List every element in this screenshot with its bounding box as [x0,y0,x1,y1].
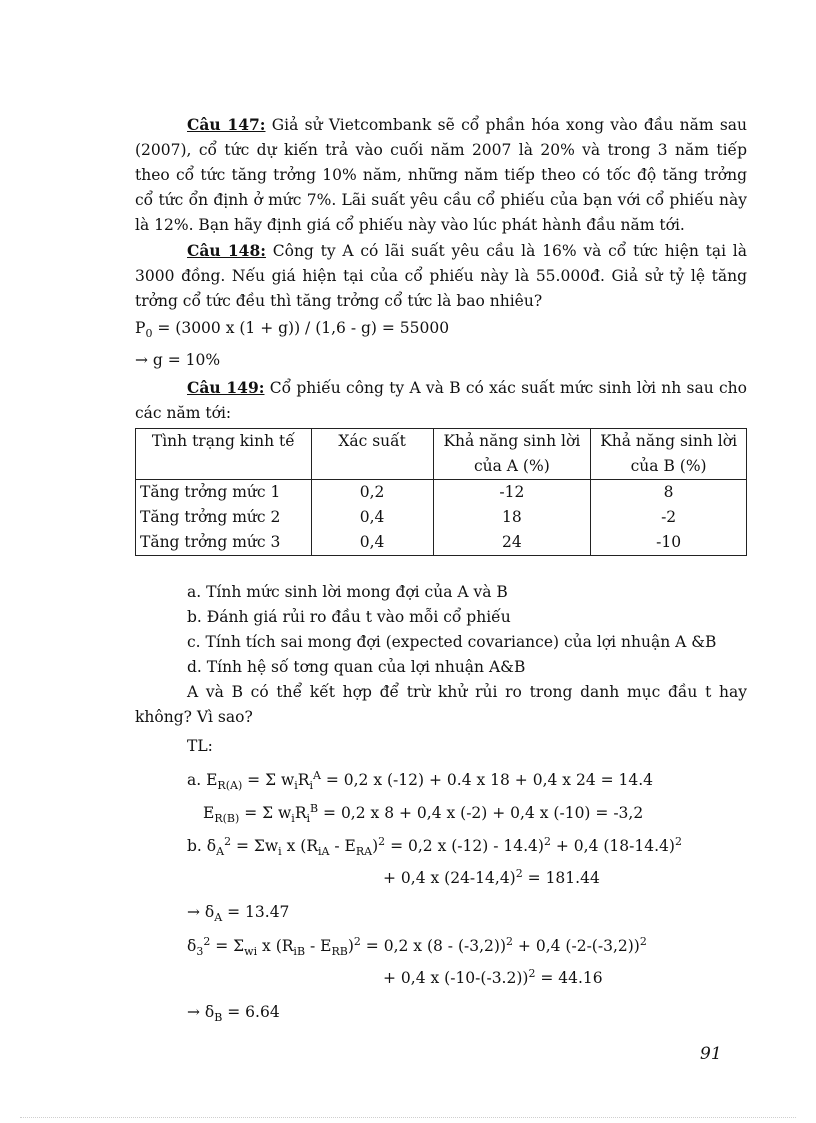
variance-b-line2: + 0,4 x $(-10-(-3.2))^2 = 44.16$ [383,967,603,987]
expected-return-a: a. $E_{R(A)} = \Sigma$ $w_iR_i^A = 0,2$ x (-12) + 0.4 x 18 + 0,4 x 24 = 14.4 [187,769,654,792]
formula-p0: $P_0 = (3000$ x (1 + g)) / (1,6 - g) = 55000 [135,319,450,340]
question-text: Công ty A có lãi suất yêu cầu là 16% và cổ tức hiện tại là 3000 đồng. Nếu giá hiện tại của cổ phiếu này là 55.000đ. Giả sử tỷ lệ tăng trởng cổ tức đều thì tăng trởng cổ tức là bao nhiêu? [135,242,748,310]
page-bottom-divider [20,1117,796,1118]
question-147 [135,112,747,238]
table-cell: -12 [433,480,591,506]
page-content [135,112,747,1026]
expected-return-b: $E_{R(B)} = \Sigma$ $w_iR_i^B = 0,2$ x 8 + 0,4 x (-2) + 0,4 x (-10) = -3,2 [203,802,644,825]
question-149 [135,375,747,426]
table-cell: 18 [433,505,591,530]
task-list [135,580,747,680]
list-item: a. Tính mức sinh lời mong đợi của A và B [187,583,508,601]
question-148 [135,238,747,314]
question-text: Cổ phiếu công ty A và B có xác suất mức sinh lời nh sau cho các năm tới: [135,379,747,422]
table-cell: -2 [591,505,747,530]
list-item: b. Đánh giá rủi ro đầu t vào mỗi cổ phiếu [187,608,511,626]
variance-a-line2: + 0,4 x $(24-14,4)^2 = 181.44$ [383,867,600,887]
table-header-row [136,429,747,480]
table-cell: 0,4 [311,530,433,556]
question-label: Câu 148: [187,241,266,260]
table-cell: 8 [591,480,747,506]
std-dev-b: → $\delta_B = 6.64$ [187,1003,280,1024]
list-item: d. Tính hệ số tơng quan của lợi nhuận A&B [187,658,526,676]
std-dev-a: → $\delta_A = 13.47$ [187,903,290,924]
list-item: c. Tính tích sai mong đợi (expected covariance) của lợi nhuận A &B [187,633,717,651]
table-cell: 0,4 [311,505,433,530]
question-label: Câu 149: [187,378,265,397]
table-cell: 0,2 [311,480,433,506]
question-combination: A và B có thể kết hợp để trừ khử rủi ro trong danh mục đầu t hay không? Vì sao? [135,683,747,726]
variance-a-line1: b. $\delta_A^2 = \Sigma w_i$ x $(R_{iA} - E_{RA})^2 = 0,2$ x (-12) - 14.4)$^2$ + 0,4 $(18-14.4)^2$ [187,835,682,858]
question-text: Giả sử Vietcombank sẽ cổ phần hóa xong vào đầu năm sau (2007), cổ tức dự kiến trả vào cuối năm 2007 là 20% và trong 3 năm tiếp theo cổ tức tăng trởng 10% năm, những năm tiếp theo có tốc độ tăng trởng cổ tức ổn định ở mức 7%. Lãi suất yêu cầu cổ phiếu của bạn với cổ phiếu này là 12%. Bạn hãy định giá cổ phiếu này vào lúc phát hành đầu năm tới. [135,116,747,234]
table-cell: -10 [591,530,747,556]
page-number: 91 [700,1044,722,1064]
table-row [136,530,747,556]
result-g: → g = 10% [135,351,221,369]
table-cell: Tăng trởng mức 2 [136,505,312,530]
table-cell: Tăng trởng mức 1 [136,480,312,506]
header-cell: Khả năng sinh lời của A (%) [433,429,591,480]
header-cell: Tình trạng kinh tế [136,429,312,480]
answer-label: TL: [187,737,213,755]
table-row [136,480,747,506]
header-cell: Khả năng sinh lời của B (%) [591,429,747,480]
returns-table [135,428,747,556]
variance-b-line1: $\delta_3^2 = \Sigma_{wi}$ x $(R_{iB} - E_{RB})^2 = 0,2$ x (8 - (-3,2))$^2$ + 0,4 $(-2-(-3,2))^2$ [187,935,647,958]
table-row [136,505,747,530]
question-label: Câu 147: [187,115,266,134]
header-cell: Xác suất [311,429,433,480]
table-cell: 24 [433,530,591,556]
table-cell: Tăng trởng mức 3 [136,530,312,556]
